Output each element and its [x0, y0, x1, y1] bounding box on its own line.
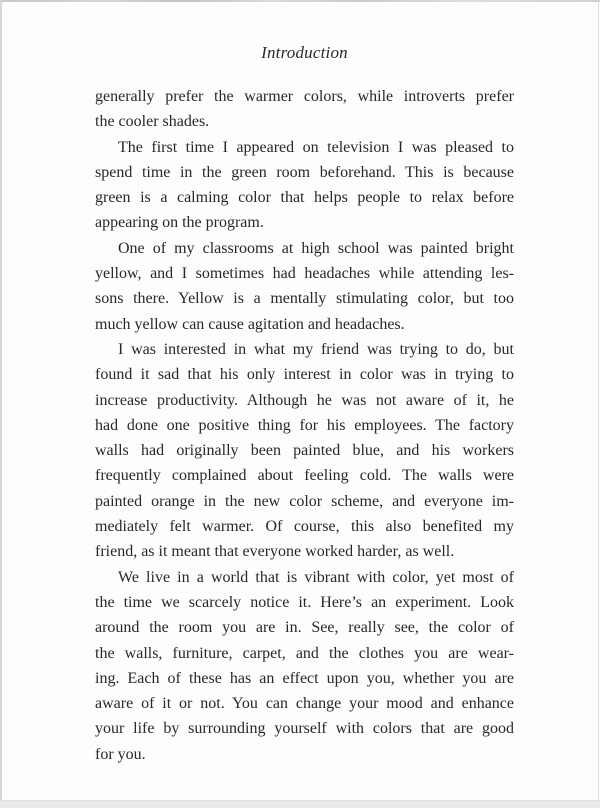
text-line: mediately felt warmer. Of course, this also benefited my — [95, 518, 514, 536]
text-line: The first time I appeared on television I was pleased to — [118, 138, 514, 156]
text-line: sons there. Yellow is a mentally stimulating color, but too — [95, 290, 514, 308]
text-line: ing. Each of these has an effect upon you, whether you are — [95, 669, 514, 687]
text-line: appearing on the program. — [95, 214, 264, 232]
text-line: walls had originally been painted blue, and his workers — [95, 442, 514, 460]
text-line: generally prefer the warmer colors, while introverts prefer — [95, 88, 514, 105]
text-line: the walls, furniture, carpet, and the clothes you are wear- — [95, 644, 514, 662]
text-line: the time we scarcely notice it. Here’s an experiment. Look — [95, 593, 514, 611]
text-line: much yellow can cause agitation and headaches. — [95, 315, 405, 333]
text-line: We live in a world that is vibrant with color, yet most of — [118, 568, 514, 586]
text-line: I was interested in what my friend was trying to do, but — [118, 340, 514, 358]
text-line: yellow, and I sometimes had headaches while attending les- — [95, 265, 514, 283]
text-line: your life by surrounding yourself with colors that are good — [95, 720, 514, 738]
text-line: aware of it or not. You can change your mood and enhance — [95, 695, 514, 713]
text-line: for you. — [95, 745, 146, 763]
text-line: spend time in the green room beforehand. This is because — [95, 163, 514, 181]
text-line: around the room you are in. See, really see, the color of — [95, 619, 514, 637]
text-line: green is a calming color that helps people to relax before — [95, 189, 514, 207]
text-line: frequently complained about feeling cold. The walls were — [95, 467, 514, 485]
text-line: found it sad that his only interest in color was in trying to — [95, 366, 514, 384]
text-line: increase productivity. Although he was not aware of it, he — [95, 391, 514, 409]
text-line: the cooler shades. — [95, 113, 210, 131]
body-text — [95, 84, 514, 767]
page-bottom-strip — [0, 800, 600, 808]
text-line: painted orange in the new color scheme, and everyone im- — [95, 492, 514, 510]
text-line: One of my classrooms at high school was painted bright — [118, 239, 514, 257]
text-line: had done one positive thing for his employees. The factory — [95, 416, 514, 434]
text-line: friend, as it meant that everyone worked harder, as well. — [95, 543, 455, 561]
running-head: Introduction — [261, 43, 348, 62]
